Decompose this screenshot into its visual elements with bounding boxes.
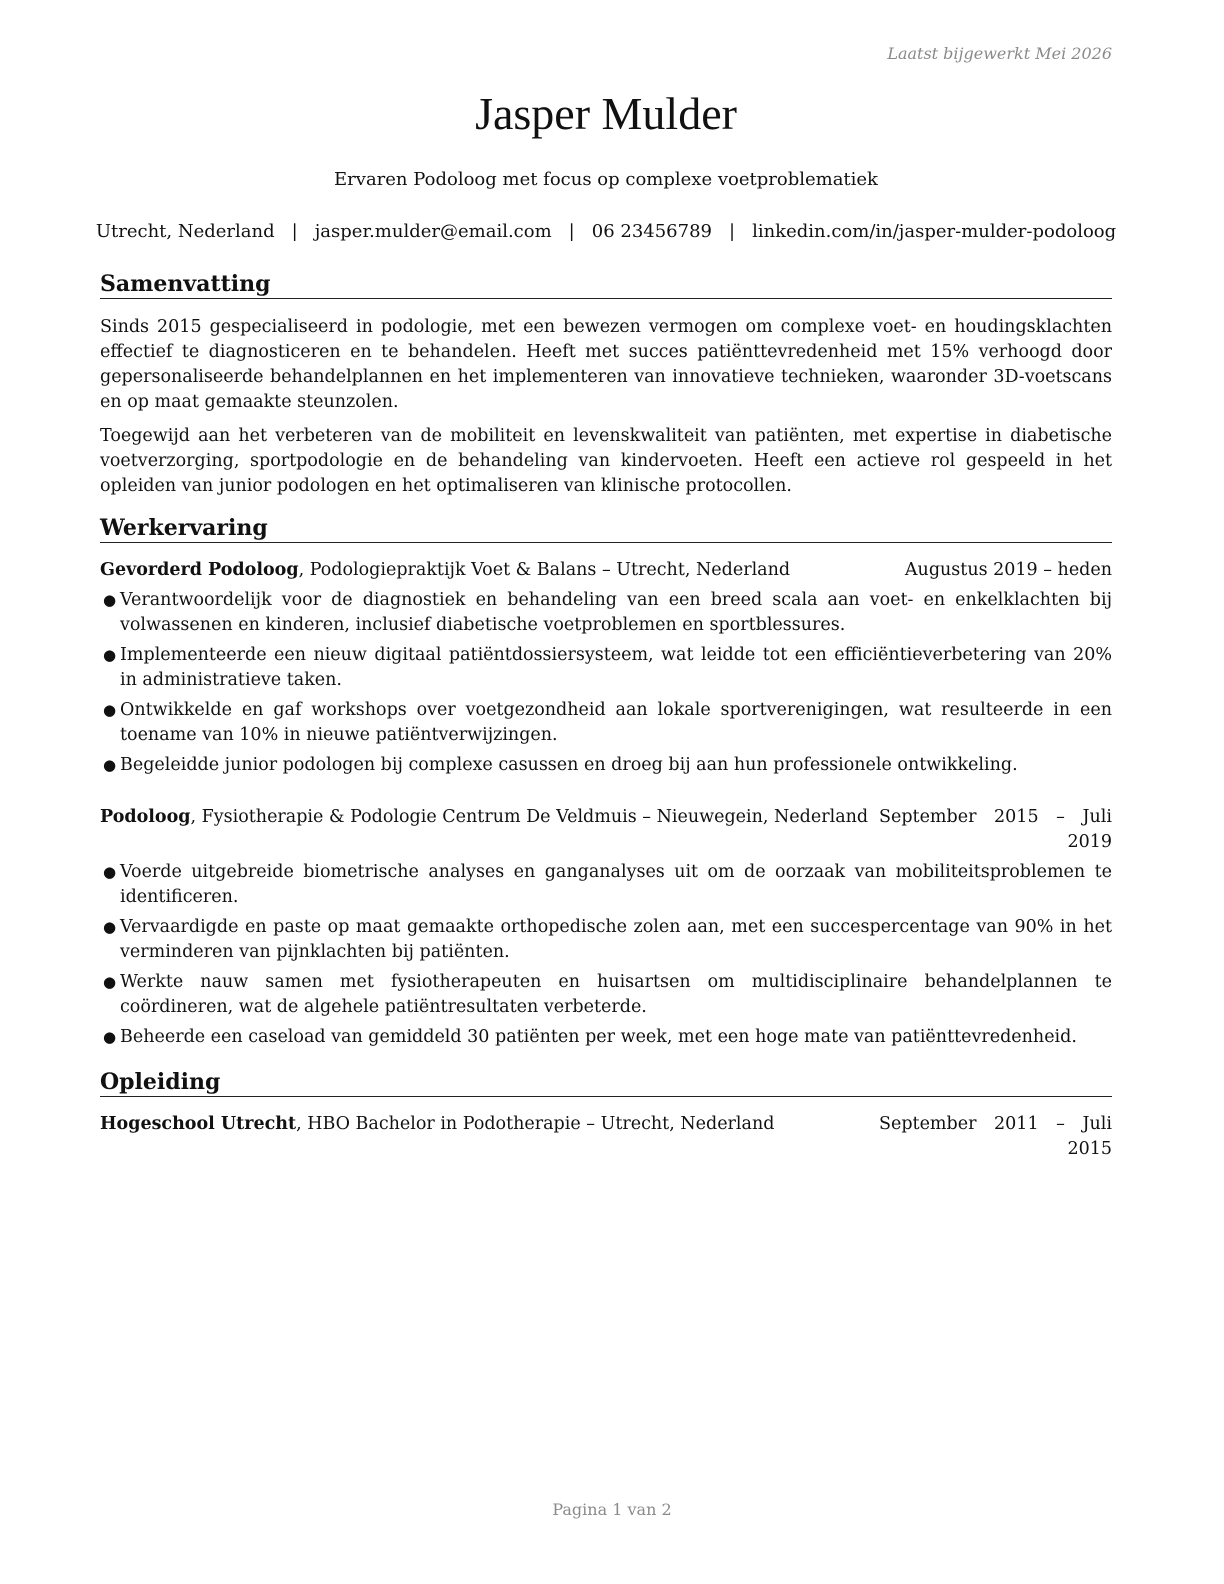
bullet-icon: ● [103, 1028, 117, 1046]
candidate-tagline: Ervaren Podoloog met focus op complexe voetproblematiek [334, 169, 878, 190]
candidate-name: Jasper Mulder [475, 88, 737, 139]
summary-paragraph-2: Toegewijd aan het verbeteren van de mobiliteit en levenskwaliteit van patiënten, met expertise in diabetische voetverzorging, sportpodologie en de behandeling van kindervoeten. Heeft een actieve rol gespeeld in het opleiden van junior podologen en het optimaliseren van klinische protocollen. [100, 426, 1112, 496]
summary-paragraph-1: Sinds 2015 gespecialiseerd in podologie, met een bewezen vermogen om complexe voet- en houdingsklachten effectief te diagnosticeren en te behandelen. Heeft met succes patiënttevredenheid met 15% verhoogd door gepersonaliseerde behandelplannen en het implementeren van innovatieve technieken, waaronder 3D-voetscans en op maat gemaakte steunzolen. [100, 317, 1112, 412]
contact-separator: | [291, 221, 298, 242]
bullet-icon: ● [103, 701, 117, 719]
bullet-icon: ● [103, 863, 117, 881]
job-organization: , Podologiepraktijk Voet & Balans – Utrecht, Nederland [298, 560, 791, 580]
bullet-icon: ● [103, 973, 117, 991]
job-header [100, 558, 1112, 583]
section-heading-summary: Samenvatting [100, 270, 1112, 299]
list-item: ● Werkte nauw samen met fysiotherapeuten en huisartsen om multidisciplinaire behandelplannen te coördineren, wat de algehele patiëntresultaten verbeterde. [103, 972, 1112, 1017]
list-item: ● Vervaardigde en paste op maat gemaakte orthopedische zolen aan, met een succespercentage van 90% in het verminderen van pijnklachten bij patiënten. [103, 917, 1112, 962]
contact-phone: 06 23456789 [591, 221, 712, 242]
contact-separator: | [568, 221, 575, 242]
list-item: ● Beheerde een caseload van gemiddeld 30 patiënten per week, met een hoge mate van patiënttevredenheid. [100, 1025, 1112, 1050]
list-item: ● Begeleidde junior podologen bij complexe casussen en droeg bij aan hun professionele ontwikkeling. [100, 753, 1112, 778]
education-date: September 2011 – Juli 2015 [879, 1114, 1112, 1159]
contact-line [95, 220, 1117, 244]
job-date: September 2015 – Juli 2019 [879, 807, 1112, 852]
education-school: Hogeschool Utrecht [100, 1114, 297, 1134]
list-item: ● Voerde uitgebreide biometrische analyses en ganganalyses uit om de oorzaak van mobiliteitsproblemen te identificeren. [103, 862, 1112, 907]
bullet-icon: ● [103, 591, 117, 609]
list-item: ● Implementeerde een nieuw digitaal patiëntdossiersysteem, wat leidde tot een efficiëntieverbetering van 20% in administratieve taken. [103, 645, 1112, 690]
job-bullet-list [100, 588, 1112, 783]
last-updated-note: Laatst bijgewerkt Mei 2026 [887, 44, 1112, 63]
education-entry [100, 1112, 1112, 1159]
job-organization: , Fysiotherapie & Podologie Centrum De Veldmuis – Nieuwegein, Nederland [190, 807, 869, 827]
education-detail: , HBO Bachelor in Podotherapie – Utrecht, Nederland [296, 1114, 775, 1134]
contact-location: Utrecht, Nederland [95, 221, 275, 242]
bullet-icon: ● [103, 918, 117, 936]
contact-email[interactable]: jasper.mulder@email.com [314, 221, 552, 242]
list-item: ● Ontwikkelde en gaf workshops over voetgezondheid aan lokale sportverenigingen, wat resulteerde in een toename van 10% in nieuwe patiëntverwijzingen. [103, 700, 1112, 745]
job-date: Augustus 2019 – heden [904, 560, 1112, 580]
contact-separator: | [729, 221, 736, 242]
job-title: Gevorderd Podoloog [100, 560, 299, 580]
job-header [100, 805, 1112, 852]
section-heading-education: Opleiding [100, 1068, 1112, 1097]
job-title: Podoloog [100, 807, 191, 827]
job-bullet-list [100, 860, 1112, 1055]
section-heading-experience: Werkervaring [100, 514, 1112, 543]
list-item: ● Verantwoordelijk voor de diagnostiek en behandeling van een breed scala aan voet- en enkelklachten bij volwassenen en kinderen, inclusief diabetische voetproblemen en sportblessures. [103, 590, 1112, 635]
page-number: Pagina 1 van 2 [552, 1500, 672, 1519]
bullet-icon: ● [103, 646, 117, 664]
bullet-icon: ● [103, 756, 117, 774]
contact-linkedin[interactable]: linkedin.com/in/jasper-mulder-podoloog [752, 221, 1117, 242]
